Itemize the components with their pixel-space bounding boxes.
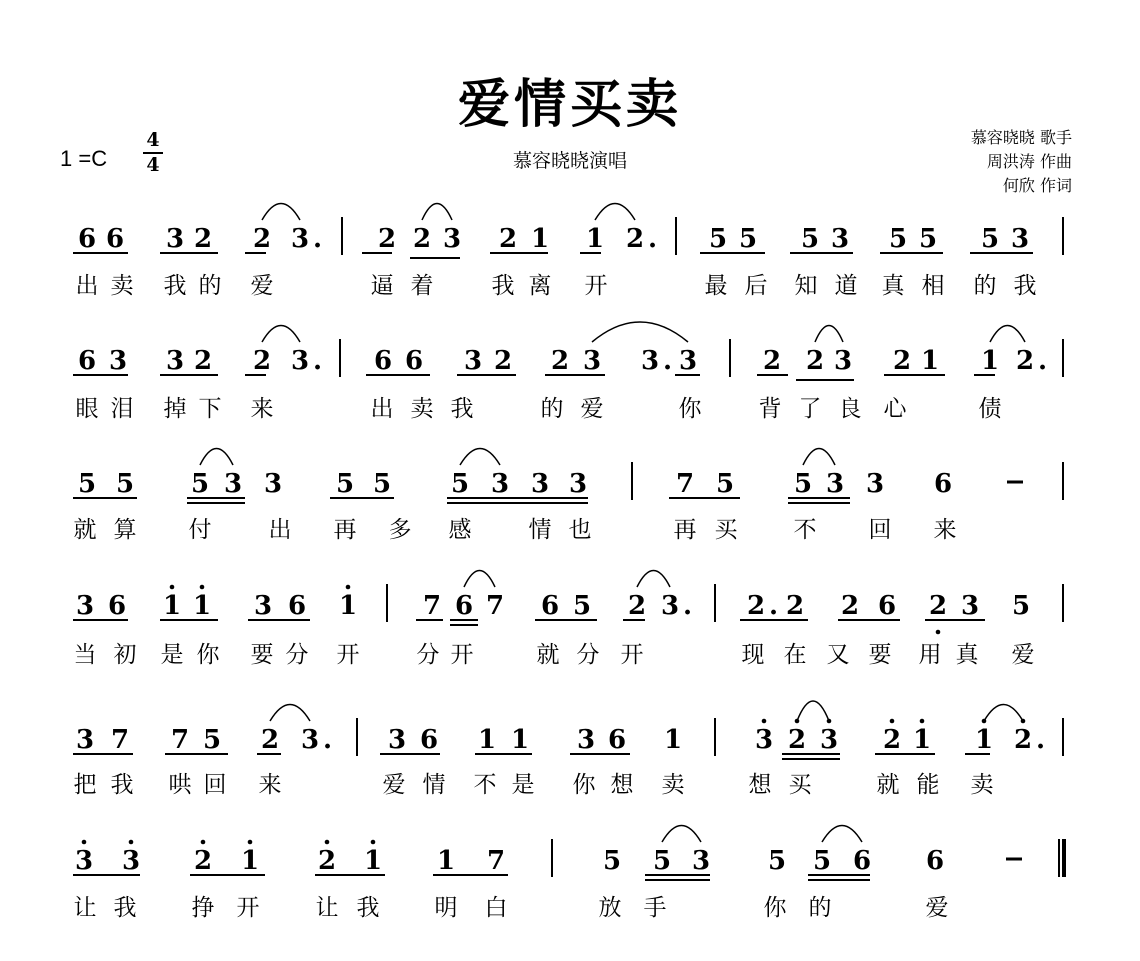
aug-dot: . xyxy=(313,224,323,254)
credit-singer: 慕容晓晓 歌手 xyxy=(970,128,1072,147)
note: 2 xyxy=(805,346,825,376)
note: 3 xyxy=(691,846,711,876)
note: 3 xyxy=(530,469,550,499)
lyric: 白 xyxy=(484,895,508,921)
note: 1 xyxy=(920,346,940,376)
lyric: 现 xyxy=(741,642,765,668)
note: 3 xyxy=(825,469,845,499)
note: 3 xyxy=(165,346,185,376)
lyric: 泪 xyxy=(110,396,134,422)
note: 2 xyxy=(627,591,647,621)
note: 3 xyxy=(819,725,839,755)
lyric: 开 xyxy=(336,642,360,668)
lyric: 我 xyxy=(356,895,380,921)
lyric: 你 xyxy=(678,396,702,422)
note: 3 xyxy=(490,469,510,499)
lyric: 也 xyxy=(568,517,592,543)
note: 6 xyxy=(77,346,97,376)
note: 6 xyxy=(404,346,424,376)
note: 2 xyxy=(377,224,397,254)
lyric: 是 xyxy=(160,642,184,668)
note: 6 xyxy=(373,346,393,376)
lyric: 我 xyxy=(450,396,474,422)
note: 1 xyxy=(192,591,212,621)
note: 3 xyxy=(263,469,283,499)
slur xyxy=(822,826,862,843)
lyric: 感 xyxy=(448,517,472,543)
lyric: 买 xyxy=(788,772,812,798)
lyric: 明 xyxy=(434,895,458,921)
note: 5 xyxy=(715,469,735,499)
lyric: 情 xyxy=(422,772,446,798)
note: 3 xyxy=(442,224,462,254)
lyric: 的 xyxy=(540,396,564,422)
lyric: 债 xyxy=(978,396,1002,422)
lyric: 逼 xyxy=(370,273,394,299)
note: 5 xyxy=(450,469,470,499)
note: 3 xyxy=(74,846,94,876)
note: 5 xyxy=(793,469,813,499)
note: 3 xyxy=(660,591,680,621)
octave-dot-high xyxy=(920,719,925,724)
note: 6 xyxy=(933,469,953,499)
lyric: 真 xyxy=(955,642,979,668)
lyric: 情 xyxy=(528,517,552,543)
lyric: 卖 xyxy=(110,273,134,299)
note: 3 xyxy=(576,725,596,755)
aug-dot: . xyxy=(648,224,658,254)
slur xyxy=(262,326,300,343)
note: 1 xyxy=(510,725,530,755)
note: 3 xyxy=(463,346,483,376)
note: 3 xyxy=(290,224,310,254)
note: 5 xyxy=(738,224,758,254)
octave-dot-high xyxy=(170,585,175,590)
lyric: 开 xyxy=(236,895,260,921)
lyric: 让 xyxy=(315,895,339,921)
slur xyxy=(797,701,829,721)
note: 1 xyxy=(240,846,260,876)
lyric: 离 xyxy=(528,273,552,299)
slur xyxy=(592,322,688,342)
note: 3 xyxy=(75,725,95,755)
octave-dot-high xyxy=(325,840,330,845)
note: 5 xyxy=(115,469,135,499)
slur xyxy=(422,204,452,221)
lyric: 我 xyxy=(491,273,515,299)
lyric: 你 xyxy=(196,642,220,668)
lyric: 用 xyxy=(918,642,942,668)
note: 6 xyxy=(877,591,897,621)
lyric: 付 xyxy=(188,517,212,543)
lyric: 就 xyxy=(536,642,560,668)
note: 3 xyxy=(833,346,853,376)
note: 2 xyxy=(193,346,213,376)
note: 3 xyxy=(165,224,185,254)
lyric: 初 xyxy=(113,642,137,668)
lyric: 下 xyxy=(198,396,222,422)
slur xyxy=(815,326,843,343)
lyric: 我 xyxy=(110,772,134,798)
note: 5 xyxy=(335,469,355,499)
lyric: 出 xyxy=(268,517,292,543)
note: 6 xyxy=(105,224,125,254)
lyric: 不 xyxy=(793,517,817,543)
lyric: 的 xyxy=(198,273,222,299)
lyric: 相 xyxy=(921,273,945,299)
octave-dot-high xyxy=(200,585,205,590)
lyric: 手 xyxy=(643,895,667,921)
lyric: 爱 xyxy=(925,895,949,921)
note: 2 xyxy=(498,224,518,254)
lyric: 眼 xyxy=(75,396,99,422)
lyric: 的 xyxy=(808,895,832,921)
lyric: 分 xyxy=(576,642,600,668)
note: 1 xyxy=(477,725,497,755)
note: 2 xyxy=(252,346,272,376)
slur xyxy=(595,204,635,221)
lyric: 能 xyxy=(916,772,940,798)
lyric: 最 xyxy=(704,273,728,299)
note: 1 xyxy=(974,725,994,755)
octave-dot-high xyxy=(371,840,376,845)
note: 5 xyxy=(888,224,908,254)
credit-lyricist: 何欣 作词 xyxy=(1002,176,1072,195)
note: 3 xyxy=(108,346,128,376)
octave-dot-high xyxy=(129,840,134,845)
lyric: 爱 xyxy=(580,396,604,422)
lyric: 想 xyxy=(748,772,772,798)
note: 3 xyxy=(223,469,243,499)
slur xyxy=(200,449,233,466)
lyric: 想 xyxy=(610,772,634,798)
lyric: 放 xyxy=(598,895,622,921)
note: 3 xyxy=(253,591,273,621)
lyric: 开 xyxy=(584,273,608,299)
note: 1 xyxy=(436,846,456,876)
lyric: 买 xyxy=(714,517,738,543)
note: 7 xyxy=(170,725,190,755)
lyric: 你 xyxy=(763,895,787,921)
lyric: 在 xyxy=(783,642,807,668)
lyric: 真 xyxy=(881,273,905,299)
note: 3 xyxy=(678,346,698,376)
note: 7 xyxy=(485,591,505,621)
note: 2 xyxy=(746,591,766,621)
note: 2 xyxy=(840,591,860,621)
note: 1 xyxy=(912,725,932,755)
slur xyxy=(270,705,310,722)
note: 3 xyxy=(121,846,141,876)
note: 5 xyxy=(980,224,1000,254)
lyric: 我 xyxy=(1013,273,1037,299)
note: 5 xyxy=(1011,591,1031,621)
key-signature: 1 =C xyxy=(60,146,108,171)
lyric: 卖 xyxy=(661,772,685,798)
note: 1 xyxy=(980,346,1000,376)
aug-dot: . xyxy=(1038,346,1048,376)
note: 6 xyxy=(925,846,945,876)
lyric: 道 xyxy=(834,273,858,299)
note: 3 xyxy=(865,469,885,499)
lyric: 爱 xyxy=(250,273,274,299)
lyric: 就 xyxy=(876,772,900,798)
singer-line: 慕容晓晓演唱 xyxy=(512,150,627,172)
lyric: 再 xyxy=(673,517,697,543)
slur xyxy=(990,326,1025,343)
lyric: 又 xyxy=(826,642,850,668)
aug-dot: . xyxy=(683,591,693,621)
note: 2 xyxy=(260,725,280,755)
note: 6 xyxy=(607,725,627,755)
note: 2 xyxy=(193,224,213,254)
note: 3 xyxy=(582,346,602,376)
note: 2 xyxy=(928,591,948,621)
note: 5 xyxy=(812,846,832,876)
note: 3 xyxy=(75,591,95,621)
note: 6 xyxy=(77,224,97,254)
lyric: 后 xyxy=(744,273,768,299)
time-signature-bottom: 4 xyxy=(146,154,160,176)
note: 2 xyxy=(550,346,570,376)
lyric: 着 xyxy=(410,273,434,299)
note: 6 xyxy=(107,591,127,621)
note: 2 xyxy=(252,224,272,254)
lyric: 卖 xyxy=(970,772,994,798)
aug-dot: . xyxy=(663,346,673,376)
lyric: 我 xyxy=(163,273,187,299)
note: 3 xyxy=(300,725,320,755)
lyric: 知 xyxy=(794,273,818,299)
note: 3 xyxy=(568,469,588,499)
lyric: 出 xyxy=(75,273,99,299)
lyric: 我 xyxy=(113,895,137,921)
note: 5 xyxy=(767,846,787,876)
slur xyxy=(460,449,500,466)
note: 3 xyxy=(387,725,407,755)
note: 3 xyxy=(1010,224,1030,254)
note: 6 xyxy=(419,725,439,755)
lyric: 分 xyxy=(416,642,440,668)
note: 3 xyxy=(960,591,980,621)
note: 3 xyxy=(290,346,310,376)
note: 6 xyxy=(540,591,560,621)
lyric: 分 xyxy=(285,642,309,668)
note: 1 xyxy=(338,591,358,621)
lyric: 让 xyxy=(73,895,97,921)
note: 2 xyxy=(787,725,807,755)
note: 2 xyxy=(785,591,805,621)
note: 3 xyxy=(830,224,850,254)
lyric: 来 xyxy=(250,396,274,422)
lyric: 开 xyxy=(450,642,474,668)
credit-composer: 周洪涛 作曲 xyxy=(986,152,1072,171)
lyric: 挣 xyxy=(191,895,215,921)
lyric: 心 xyxy=(883,396,907,422)
lyric: 就 xyxy=(73,517,97,543)
note: 1 xyxy=(585,224,605,254)
aug-dot: . xyxy=(313,346,323,376)
note: 2 xyxy=(1013,725,1033,755)
slur xyxy=(262,204,300,221)
lyric: 多 xyxy=(388,517,412,543)
lyric: 卖 xyxy=(410,396,434,422)
lyric: 掉 xyxy=(163,396,187,422)
note: 1 xyxy=(162,591,182,621)
octave-dot-high xyxy=(82,840,87,845)
note: 2 xyxy=(882,725,902,755)
octave-dot-low xyxy=(936,630,941,635)
note: 2 xyxy=(1015,346,1035,376)
note: 2 xyxy=(493,346,513,376)
octave-dot-high xyxy=(248,840,253,845)
lyric: 爱 xyxy=(382,772,406,798)
note: 5 xyxy=(708,224,728,254)
lyric: 要 xyxy=(250,642,274,668)
note: 7 xyxy=(486,846,506,876)
note: 5 xyxy=(602,846,622,876)
lyric: 要 xyxy=(868,642,892,668)
lyric: 的 xyxy=(973,273,997,299)
song-title: 爱情买卖 xyxy=(457,75,682,135)
lyric: 出 xyxy=(370,396,394,422)
lyric: 回 xyxy=(203,772,227,798)
note: 7 xyxy=(110,725,130,755)
note: 2 xyxy=(193,846,213,876)
lyric: 回 xyxy=(868,517,892,543)
note: 5 xyxy=(652,846,672,876)
slur xyxy=(637,571,670,588)
lyric: 算 xyxy=(113,517,137,543)
slur xyxy=(662,826,701,843)
note: 6 xyxy=(852,846,872,876)
lyric: 当 xyxy=(73,642,97,668)
lyric: 把 xyxy=(73,772,97,798)
lyric: 你 xyxy=(572,772,596,798)
lyric: 了 xyxy=(798,396,822,422)
lyric: 背 xyxy=(758,396,782,422)
octave-dot-high xyxy=(762,719,767,724)
aug-dot: . xyxy=(323,725,333,755)
lyric: 来 xyxy=(933,517,957,543)
note: 7 xyxy=(422,591,442,621)
aug-dot: . xyxy=(769,591,779,621)
note: 1 xyxy=(363,846,383,876)
note: 3 xyxy=(640,346,660,376)
lyric: 开 xyxy=(620,642,644,668)
aug-dot: . xyxy=(1036,725,1046,755)
note: 3 xyxy=(754,725,774,755)
note: 2 xyxy=(317,846,337,876)
octave-dot-high xyxy=(890,719,895,724)
note: 7 xyxy=(675,469,695,499)
lyric: 良 xyxy=(838,396,862,422)
note: 5 xyxy=(202,725,222,755)
note: 5 xyxy=(372,469,392,499)
octave-dot-high xyxy=(201,840,206,845)
note: 6 xyxy=(287,591,307,621)
note: 2 xyxy=(762,346,782,376)
note: 5 xyxy=(800,224,820,254)
note: 2 xyxy=(625,224,645,254)
note: 1 xyxy=(530,224,550,254)
note: 5 xyxy=(77,469,97,499)
note: 6 xyxy=(454,591,474,621)
slur xyxy=(984,705,1023,722)
note: 2 xyxy=(892,346,912,376)
note: 2 xyxy=(412,224,432,254)
lyric: 来 xyxy=(258,772,282,798)
lyric: 不 xyxy=(473,772,497,798)
slur xyxy=(464,571,495,588)
note: 5 xyxy=(918,224,938,254)
lyric: 哄 xyxy=(168,772,192,798)
time-signature-top: 4 xyxy=(146,129,160,151)
lyric: 爱 xyxy=(1011,642,1035,668)
lyric: 是 xyxy=(511,772,535,798)
slur xyxy=(803,449,835,466)
note: 1 xyxy=(663,725,683,755)
lyric: 再 xyxy=(333,517,357,543)
note: 5 xyxy=(572,591,592,621)
octave-dot-high xyxy=(346,585,351,590)
note: 5 xyxy=(190,469,210,499)
